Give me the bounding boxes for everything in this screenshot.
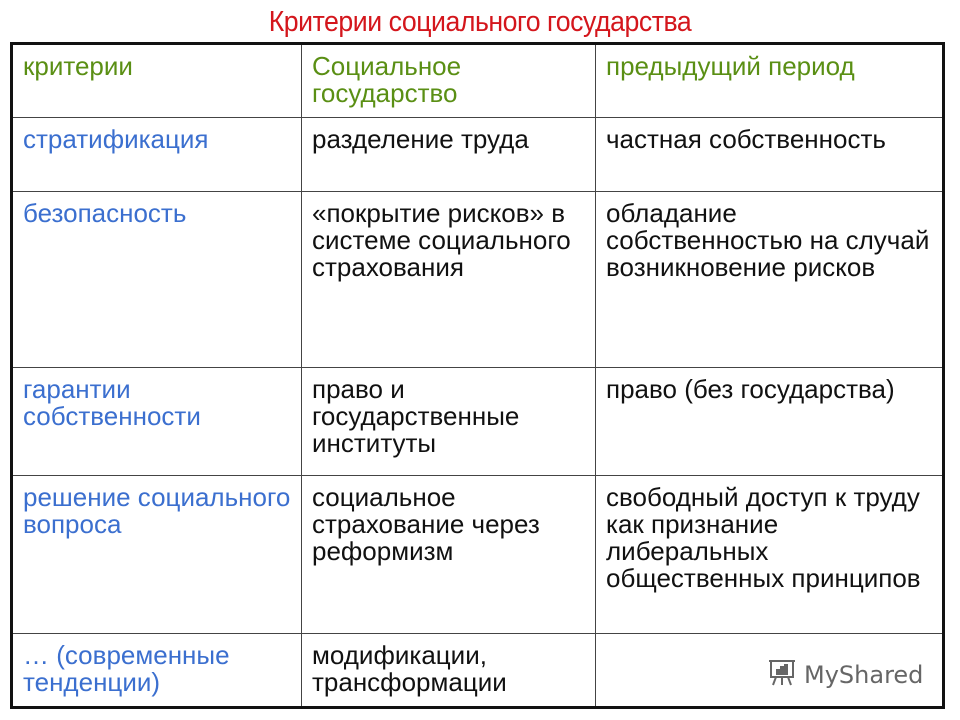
criteria-table — [10, 42, 945, 709]
social-state-cell: «покрытие рисков» в системе социального страхования — [302, 192, 596, 368]
criterion-cell: решение социального вопроса — [12, 476, 302, 634]
watermark — [766, 656, 923, 694]
watermark-text: MyShared — [804, 661, 924, 689]
criterion-cell: стратификация — [12, 118, 302, 192]
previous-period-cell: обладание собственностью на случай возникновение рисков — [596, 192, 944, 368]
previous-period-cell: право (без государства) — [596, 368, 944, 476]
table-row — [12, 476, 944, 634]
table-row — [12, 368, 944, 476]
previous-period-cell: частная собственность — [596, 118, 944, 192]
table-header-row — [12, 44, 944, 118]
social-state-cell: разделение труда — [302, 118, 596, 192]
social-state-cell: право и государственные институты — [302, 368, 596, 476]
previous-period-cell: свободный доступ к труду как признание либеральных общественных принципов — [596, 476, 944, 634]
header-previous-period: предыдущий период — [596, 44, 944, 118]
table-row — [12, 192, 944, 368]
table-row — [12, 118, 944, 192]
page-title: Критерии социального государства — [268, 6, 692, 38]
criterion-cell: гарантии собственности — [12, 368, 302, 476]
header-social-state: Социальное государство — [302, 44, 596, 118]
presentation-board-icon — [766, 656, 798, 694]
social-state-cell: социальное страхование через реформизм — [302, 476, 596, 634]
social-state-cell: модификации, трансформации — [302, 634, 596, 708]
header-criteria: критерии — [12, 44, 302, 118]
criterion-cell: … (современные тенденции) — [12, 634, 302, 708]
criterion-cell: безопасность — [12, 192, 302, 368]
